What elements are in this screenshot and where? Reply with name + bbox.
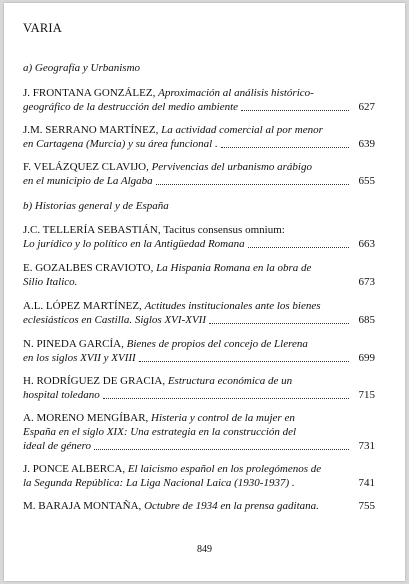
entry-title: Actitudes institucionales ante los bienes <box>144 300 321 312</box>
dot-leader <box>156 174 349 185</box>
page-number: 639 <box>358 138 375 151</box>
toc-entry <box>23 123 375 151</box>
entry-author: J. FRONTANA GONZÁLEZ, <box>23 87 156 99</box>
toc-entry <box>23 374 375 402</box>
toc-entry <box>23 261 375 289</box>
toc-entry <box>23 411 375 454</box>
entry-title-continued: eclesiásticos en Castilla. Siglos XVI-XVII <box>23 314 206 327</box>
dot-leader <box>248 237 349 248</box>
dot-leader <box>103 388 349 399</box>
entry-title-continued: Silio Italico. <box>23 276 78 289</box>
page-number: 655 <box>358 175 375 188</box>
page-number: 755 <box>358 500 375 512</box>
entry-title: Histeria y control de la mujer en <box>151 412 295 424</box>
dot-leader <box>139 351 349 362</box>
page-number: 685 <box>358 314 375 327</box>
toc-entry <box>23 160 375 188</box>
entry-author: J. PONCE ALBERCA, <box>23 463 126 475</box>
page-number: 673 <box>358 276 375 289</box>
toc-entry <box>23 223 375 251</box>
toc-entry <box>23 337 375 365</box>
entry-title: Bienes de propios del concejo de Llerena <box>126 338 308 350</box>
toc-entry <box>23 86 375 114</box>
section-heading-historias: b) Historias general y de España <box>23 200 169 212</box>
entry-author: F. VELÁZQUEZ CLAVIJO, <box>23 161 149 173</box>
entry-title-continued: Lo jurídico y lo político en la Antigüedad Romana <box>23 238 245 251</box>
entry-title-continued: en Cartagena (Murcia) y su área funcional . <box>23 138 218 151</box>
entry-title: Estructura económica de un <box>167 375 293 387</box>
entry-author: H. RODRÍGUEZ DE GRACIA, <box>23 375 166 387</box>
entry-title-continued: geográfico de la destrucción del medio ambiente <box>23 101 239 114</box>
entry-title: Tacitus consensus omnium: <box>163 224 285 236</box>
page-folio: 849 <box>197 544 212 555</box>
entry-title-continued: España en el siglo XIX: Una estrategia en la construcción del <box>23 426 297 439</box>
entry-author: E. GOZALBES CRAVIOTO, <box>23 262 154 274</box>
entry-title-continued: ideal de género <box>23 440 92 453</box>
dot-leader <box>209 313 349 324</box>
entry-title-continued: en los siglos XVII y XVIII <box>23 352 136 365</box>
page-number: 663 <box>358 238 375 251</box>
entry-author: A.L. LÓPEZ MARTÍNEZ, <box>23 300 142 312</box>
toc-entry <box>23 462 375 490</box>
entry-author: M. BARAJA MONTAÑA, <box>23 500 142 512</box>
entry-title: La actividad comercial al por menor <box>161 124 323 136</box>
page-number: 731 <box>358 440 375 453</box>
running-head: VARIA <box>23 21 62 35</box>
entry-title: El laicismo español en los prolegómenos de <box>127 463 322 475</box>
entry-title-continued: hospital toledano <box>23 389 100 402</box>
journal-page <box>4 3 405 581</box>
page-number: 741 <box>358 477 375 490</box>
entry-title-continued: en el municipio de La Algaba <box>23 175 153 188</box>
entry-title-continued: la Segunda República: La Liga Nacional Laica (1930-1937) . <box>23 477 295 490</box>
section-heading-geografia: a) Geografía y Urbanismo <box>23 62 141 74</box>
toc-entry <box>23 499 375 513</box>
entry-title: La Hispania Romana en la obra de <box>156 262 312 274</box>
entry-title: Aproximación al análisis histórico- <box>158 87 314 99</box>
page-number: 699 <box>358 352 375 365</box>
dot-leader <box>241 100 349 111</box>
entry-author: J.M. SERRANO MARTÍNEZ, <box>23 124 159 136</box>
dot-leader <box>94 439 349 450</box>
toc-entry <box>23 299 375 327</box>
entry-author: J.C. TELLERÍA SEBASTIÁN, <box>23 224 161 236</box>
page-number: 715 <box>358 389 375 402</box>
entry-author: A. MORENO MENGÍBAR, <box>23 412 149 424</box>
entry-title: Pervivencias del urbanismo arábigo <box>151 161 312 173</box>
page-number: 627 <box>358 101 375 114</box>
entry-author: N. PINEDA GARCÍA, <box>23 338 124 350</box>
dot-leader <box>221 137 349 148</box>
entry-title: Octubre de 1934 en la prensa gaditana. <box>144 500 319 512</box>
